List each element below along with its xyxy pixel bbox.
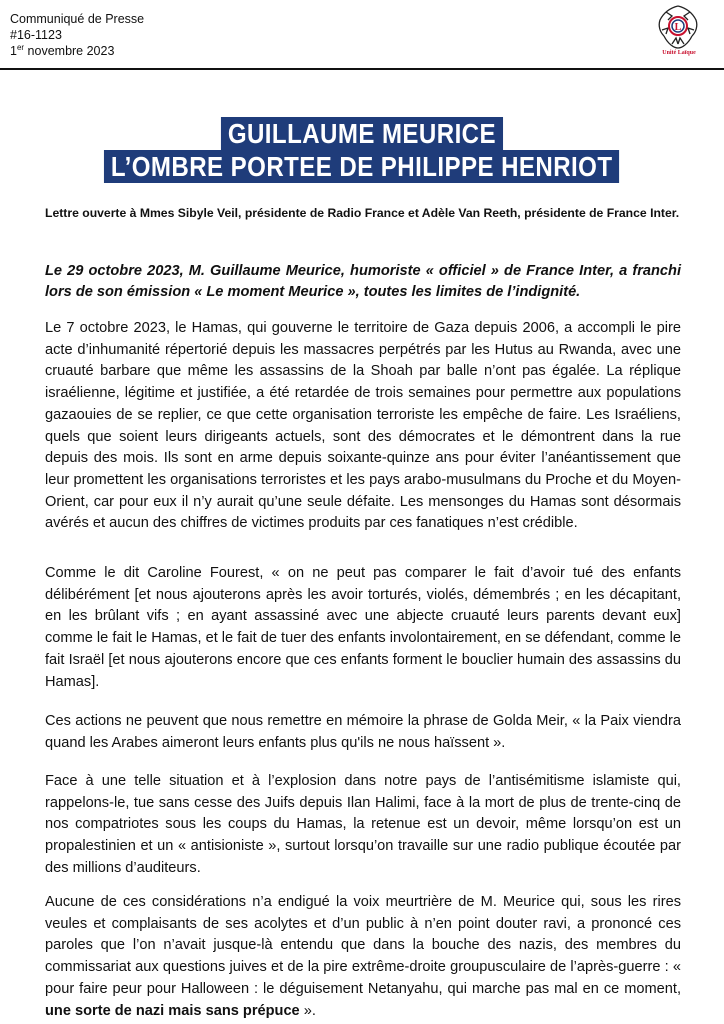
unite-laique-logo: [652, 2, 704, 66]
header-divider: [0, 68, 724, 70]
title-line-1: GUILLAUME MEURICE: [221, 117, 503, 150]
logo-caption: Unité Laïque: [662, 50, 696, 56]
press-header: [10, 11, 144, 59]
body-paragraph-5: [45, 892, 681, 1022]
body-paragraph-2: Comme le dit Caroline Fourest, « on ne peut pas comparer le fait d’avoir tué des enfants délibérément [et nous ajouterons après les avoir torturés, violés, démembrés ; en les décapitant, en les brûlant vifs ; en ayant assassiné avec une abjecte cruauté leurs parents devant eux] comme le fait le Hamas, et le fait de tuer des enfants involontairement, en se défendant, comme le fait Israël [et nous ajouterons encore que ces enfants forment le bouclier humain des assassins du Hamas].: [45, 565, 681, 690]
doc-date: 1er novembre 2023: [10, 43, 115, 58]
p5-text-start: Aucune de ces considérations n’a endigué la voix meurtrière de M. Meurice qui, sous les rires veules et complaisants de ses acolytes et d’un public à n’en point douter ravi, a prononcé ces paroles que l’on n’avait jusque-là entendu que dans la bouche des nazis, des membres du commissariat aux questions juives et de la pire extrême-droite groupusculaire de l’après-guerre : « pour faire peur pour Halloween : le déguisement Netanyahu, qui marche pas mal en ce moment,: [45, 894, 681, 997]
body-paragraph-4: Face à une telle situation et à l’explosion dans notre pays de l’antisémitisme islamiste qui, rappelons-le, tue sans cesse des Juifs depuis Ilan Halimi, face à la mort de plus de trente-cinq de nos compatriotes sous les coups du Hamas, la retenue est un devoir, même lorsqu’on est un propalestinien et un « antisioniste », surtout lorsqu’on travaille sur une radio publique écoutée par des millions d’auditeurs.: [45, 773, 681, 876]
doc-ref: #16-1123: [10, 28, 62, 42]
doc-type: Communiqué de Presse: [10, 12, 145, 26]
open-letter-subtitle: Lettre ouverte à Mmes Sibyle Veil, présidente de Radio France et Adèle Van Reeth, présidente de France Inter.: [45, 206, 680, 220]
body-paragraph-3: Ces actions ne peuvent que nous remettre en mémoire la phrase de Golda Meir, « la Paix viendra quand les Arabes aimeront leurs enfants plus qu'ils ne nous haïssent ».: [45, 713, 681, 751]
intro-paragraph: Le 29 octobre 2023, M. Guillaume Meurice, humoriste « officiel » de France Inter, a franchi lors de son émission « Le moment Meurice », toutes les limites de l’indignité.: [45, 263, 681, 300]
page-title: [0, 117, 724, 183]
p5-text-end: ».: [299, 1002, 316, 1019]
title-line-2: L’OMBRE PORTEE DE PHILIPPE HENRIOT: [104, 150, 619, 183]
p5-bold-quote: une sorte de nazi mais sans prépuce: [45, 1002, 300, 1019]
svg-text:L: L: [674, 22, 682, 33]
body-paragraph-1: Le 7 octobre 2023, le Hamas, qui gouverne le territoire de Gaza depuis 2006, a accompli le pire acte d’inhumanité répertorié depuis les massacres perpétrés par les Hutus au Rwanda, avec une cruauté barbare que même les assassins de la Shoah par balle n’ont pas égalée. La réplique israélienne, légitime et justifiée, a été retardée de trois semaines pour permettre aux populations gazaouies de se replier, ce que cette organisation terroriste les empêche de faire. Les Israéliens, quels que soient leurs dirigeants actuels, sont des démocrates et le démontrent dans la rue depuis des mois. Ils sont en arme depuis soixante-quinze ans pour éviter l’anéantissement que leur promettent les organisations terroristes et les pays arabo-musulmans du Proche et du Moyen-Orient, car pour eux il n’y aurait qu’une seule défaite. Les mensonges du Hamas sont désormais avérés et aucun des chiffres de victimes produits par ces fanatiques n’est crédible.: [45, 320, 681, 532]
